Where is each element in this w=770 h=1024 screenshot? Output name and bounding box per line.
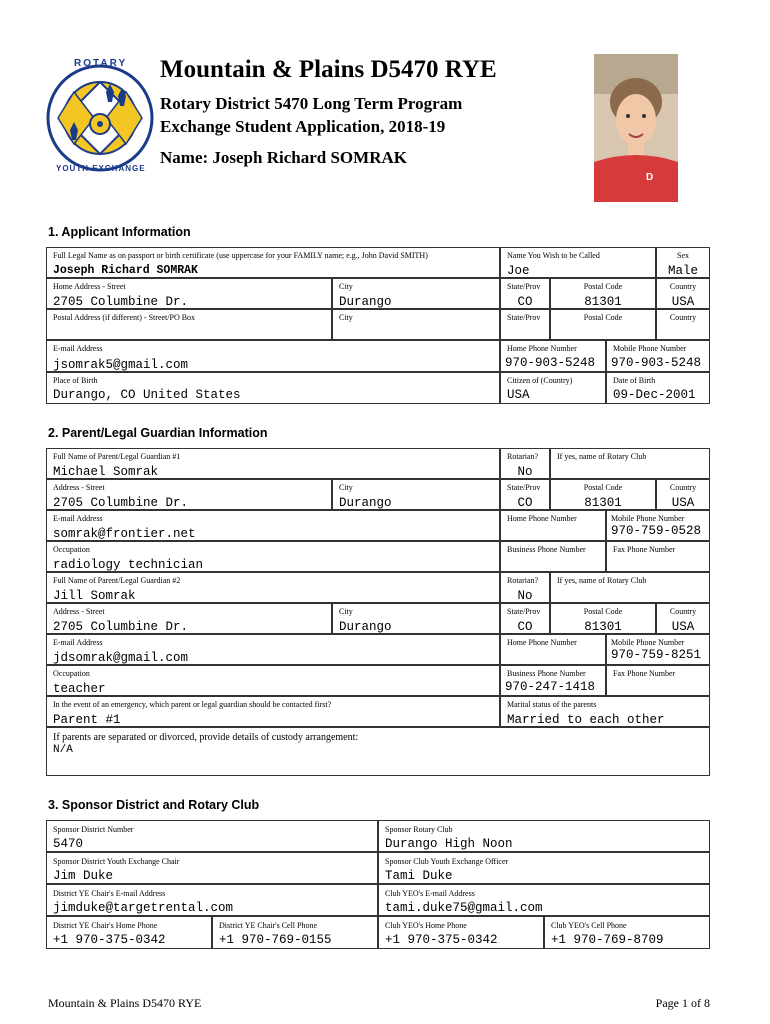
svg-text:D: D [646, 172, 654, 183]
district-chair-cell [46, 852, 378, 884]
chair-cell-phone-label: District YE Chair's Cell Phone [219, 921, 318, 930]
postal-code-cell [550, 309, 656, 340]
custody-label: If parents are separated or divorced, provide details of custody arrangement: [53, 732, 359, 743]
legal-name-field[interactable]: Joseph Richard SOMRAK [53, 264, 198, 277]
g2-club-cell [550, 572, 710, 603]
home-street-label: Home Address - Street [53, 282, 126, 291]
g1-rotarian-label: Rotarian? [507, 452, 539, 461]
g2-mobile-field[interactable]: 970-759-8251 [611, 648, 702, 662]
g1-state-field[interactable]: CO [517, 496, 533, 510]
g2-state-cell [500, 603, 550, 634]
logo-text-top: ROTARY [74, 58, 128, 69]
g1-mobile-cell [606, 510, 710, 541]
g2-fax-label: Fax Phone Number [613, 669, 676, 678]
officer-email-label: Club YEO's E-mail Address [385, 889, 475, 898]
chair-email-label: District YE Chair's E-mail Address [53, 889, 166, 898]
section-2-heading: 2. Parent/Legal Guardian Information [48, 426, 268, 440]
g1-state-cell [500, 479, 550, 510]
email-cell [46, 340, 500, 372]
g2-business-phone-field[interactable]: 970-247-1418 [505, 680, 596, 694]
yeo-home-phone-label: Club YEO's Home Phone [385, 921, 467, 930]
g1-name-label: Full Name of Parent/Legal Guardian #1 [53, 452, 181, 461]
home-country-field[interactable]: USA [671, 295, 695, 309]
g1-club-label: If yes, name of Rotary Club [557, 452, 647, 461]
g1-business-phone-label: Business Phone Number [507, 545, 586, 554]
sponsor-table [46, 820, 710, 949]
g2-occupation-label: Occupation [53, 669, 90, 678]
home-postal-label: Postal Code [583, 282, 623, 291]
g2-home-phone-label: Home Phone Number [507, 638, 577, 647]
postal-address-label: Postal Address (if different) - Street/PO Box [53, 313, 196, 322]
dob-label: Date of Birth [613, 376, 656, 385]
g1-state-label: State/Prov [507, 483, 541, 492]
chair-cell-phone-field[interactable]: +1 970-769-0155 [219, 933, 332, 947]
marital-status-cell [500, 696, 710, 727]
g1-country-field[interactable]: USA [671, 496, 695, 510]
g1-occupation-label: Occupation [53, 545, 90, 554]
chair-home-phone-cell [46, 916, 212, 949]
g2-home-phone-cell [500, 634, 606, 665]
g1-city-field[interactable]: Durango [339, 496, 392, 510]
postal-state-label: State/Prov [507, 313, 541, 322]
place-of-birth-field[interactable]: Durango, CO United States [53, 388, 241, 402]
place-of-birth-label: Place of Birth [53, 376, 98, 385]
home-state-label: State/Prov [507, 282, 541, 291]
g2-occupation-cell [46, 665, 500, 696]
applicant-photo [594, 54, 678, 202]
home-country-label: Country [669, 282, 697, 291]
marital-status-field[interactable]: Married to each other [507, 713, 665, 727]
sponsor-club-cell [378, 820, 710, 852]
citizen-label: Citizen of (Country) [507, 376, 573, 385]
sex-field[interactable]: Male [667, 264, 698, 278]
g2-mobile-cell [606, 634, 710, 665]
g1-city-label: City [339, 483, 353, 492]
email-field[interactable]: jsomrak5@gmail.com [53, 358, 189, 372]
club-officer-cell [378, 852, 710, 884]
g1-email-field[interactable]: somrak@frontier.net [53, 527, 196, 541]
custody-field[interactable]: N/A [53, 744, 73, 756]
emergency-contact-field[interactable]: Parent #1 [53, 713, 121, 727]
called-name-field[interactable]: Joe [507, 264, 530, 278]
g2-occupation-field[interactable]: teacher [53, 682, 106, 696]
g1-rotarian-field[interactable]: No [517, 465, 533, 479]
postal-address-cell [46, 309, 332, 340]
home-city-label: City [339, 282, 353, 291]
home-city-cell [332, 278, 500, 309]
g2-name-label: Full Name of Parent/Legal Guardian #2 [53, 576, 181, 585]
section-3-heading: 3. Sponsor District and Rotary Club [48, 798, 260, 812]
applicant-name-heading: Name: Joseph Richard SOMRAK [160, 148, 407, 167]
g2-rotarian-cell [500, 572, 550, 603]
g2-club-label: If yes, name of Rotary Club [557, 576, 647, 585]
g2-postal-cell [550, 603, 656, 634]
home-state-cell [500, 278, 550, 309]
g1-email-cell [46, 510, 500, 541]
g2-street-label: Address - Street [53, 607, 105, 616]
g1-club-cell [550, 448, 710, 479]
g1-mobile-label: Mobile Phone Number [611, 514, 685, 523]
yeo-cell-phone-field[interactable]: +1 970-769-8709 [551, 933, 664, 947]
g2-street-field[interactable]: 2705 Columbine Dr. [53, 620, 189, 634]
sex-cell [656, 247, 710, 278]
yeo-cell-phone-cell [544, 916, 710, 949]
district-number-label: Sponsor District Number [53, 825, 134, 834]
place-of-birth-cell [46, 372, 500, 404]
chair-email-cell [46, 884, 378, 916]
g2-city-label: City [339, 607, 353, 616]
chair-home-phone-label: District YE Chair's Home Phone [53, 921, 158, 930]
document-title: Mountain & Plains D5470 RYE [160, 56, 497, 83]
g2-city-field[interactable]: Durango [339, 620, 392, 634]
page-number: Page 1 of 8 [655, 996, 710, 1010]
g1-postal-field[interactable]: 81301 [584, 496, 622, 510]
section-1-heading: 1. Applicant Information [48, 225, 191, 239]
officer-email-field[interactable]: tami.duke75@gmail.com [385, 901, 543, 915]
g2-email-field[interactable]: jdsomrak@gmail.com [53, 651, 189, 665]
home-postal-field[interactable]: 81301 [584, 295, 622, 309]
g1-occupation-field[interactable]: radiology technician [53, 558, 204, 572]
g2-email-label: E-mail Address [53, 638, 103, 647]
club-officer-label: Sponsor Club Youth Exchange Officer [385, 857, 509, 866]
chair-cell-phone-cell [212, 916, 378, 949]
g2-country-cell [656, 603, 710, 634]
dob-cell [606, 372, 710, 404]
logo-text-bottom: YOUTH EXCHANGE [56, 164, 146, 173]
g1-postal-label: Postal Code [583, 483, 623, 492]
home-state-field[interactable]: CO [517, 295, 533, 309]
postal-city-cell [332, 309, 500, 340]
g2-fax-cell [606, 665, 710, 696]
g2-mobile-label: Mobile Phone Number [611, 638, 685, 647]
g2-state-label: State/Prov [507, 607, 541, 616]
custody-cell [46, 727, 710, 776]
legal-name-cell [46, 247, 500, 278]
portrait-graphic [594, 54, 678, 202]
district-chair-label: Sponsor District Youth Exchange Chair [53, 857, 180, 866]
applicant-info-table [46, 247, 710, 404]
sponsor-club-field[interactable]: Durango High Noon [385, 837, 513, 851]
citizen-field[interactable]: USA [507, 388, 530, 402]
yeo-home-phone-cell [378, 916, 544, 949]
g1-email-label: E-mail Address [53, 514, 103, 523]
g2-country-field[interactable]: USA [671, 620, 695, 634]
mobile-phone-cell [606, 340, 710, 372]
document-subtitle-2: Exchange Student Application, 2018-19 [160, 117, 446, 136]
g1-name-field[interactable]: Michael Somrak [53, 465, 159, 479]
g1-rotarian-cell [500, 448, 550, 479]
emergency-contact-cell [46, 696, 500, 727]
g2-postal-label: Postal Code [583, 607, 623, 616]
g1-fax-cell [606, 541, 710, 572]
district-number-cell [46, 820, 378, 852]
home-postal-cell [550, 278, 656, 309]
chair-home-phone-field[interactable]: +1 970-375-0342 [53, 933, 166, 947]
g2-name-field[interactable]: Jill Somrak [53, 589, 136, 603]
home-phone-field[interactable]: 970-903-5248 [505, 356, 596, 370]
postal-state-cell [500, 309, 550, 340]
g1-business-phone-cell [500, 541, 606, 572]
district-number-field[interactable]: 5470 [53, 837, 84, 851]
g1-home-phone-cell [500, 510, 606, 541]
g2-city-cell [332, 603, 500, 634]
g1-home-phone-label: Home Phone Number [507, 514, 577, 523]
postal-code-label: Postal Code [583, 313, 623, 322]
g2-business-phone-cell [500, 665, 606, 696]
g2-rotarian-field[interactable]: No [517, 589, 533, 603]
email-label: E-mail Address [53, 344, 103, 353]
g1-postal-cell [550, 479, 656, 510]
citizen-cell [500, 372, 606, 404]
postal-city-label: City [339, 313, 353, 322]
g1-country-label: Country [669, 483, 697, 492]
legal-name-label: Full Legal Name as on passport or birth certificate (use uppercase for your FAMILY name; e.g., John David SMITH) [53, 251, 428, 260]
club-officer-field[interactable]: Tami Duke [385, 869, 453, 883]
home-street-cell [46, 278, 332, 309]
home-street-field[interactable]: 2705 Columbine Dr. [53, 295, 189, 309]
rye-logo [44, 52, 156, 184]
g2-business-phone-label: Business Phone Number [507, 669, 586, 678]
home-country-cell [656, 278, 710, 309]
g2-street-cell [46, 603, 332, 634]
g2-email-cell [46, 634, 500, 665]
g1-occupation-cell [46, 541, 500, 572]
g1-street-field[interactable]: 2705 Columbine Dr. [53, 496, 189, 510]
sex-label: Sex [677, 251, 689, 260]
g1-street-cell [46, 479, 332, 510]
g1-country-cell [656, 479, 710, 510]
document-subtitle-1: Rotary District 5470 Long Term Program [160, 94, 463, 113]
g1-name-cell [46, 448, 500, 479]
g2-country-label: Country [669, 607, 697, 616]
sponsor-club-label: Sponsor Rotary Club [385, 825, 453, 834]
guardian-info-table [46, 448, 710, 776]
mobile-phone-label: Mobile Phone Number [613, 344, 687, 353]
district-chair-field[interactable]: Jim Duke [53, 869, 114, 883]
g2-rotarian-label: Rotarian? [507, 576, 539, 585]
home-city-field[interactable]: Durango [339, 295, 392, 309]
dob-field[interactable]: 09-Dec-2001 [613, 388, 696, 402]
yeo-home-phone-field[interactable]: +1 970-375-0342 [385, 933, 498, 947]
emergency-contact-label: In the event of an emergency, which parent or legal guardian should be contacted first? [53, 700, 332, 709]
g1-fax-label: Fax Phone Number [613, 545, 676, 554]
mobile-phone-field[interactable]: 970-903-5248 [611, 356, 702, 370]
g2-postal-field[interactable]: 81301 [584, 620, 622, 634]
footer-left: Mountain & Plains D5470 RYE [48, 996, 202, 1010]
marital-status-label: Marital status of the parents [507, 700, 597, 709]
called-name-cell [500, 247, 656, 278]
g1-city-cell [332, 479, 500, 510]
yeo-cell-phone-label: Club YEO's Cell Phone [551, 921, 627, 930]
g2-state-field[interactable]: CO [517, 620, 533, 634]
g2-name-cell [46, 572, 500, 603]
g1-street-label: Address - Street [53, 483, 105, 492]
g1-mobile-field[interactable]: 970-759-0528 [611, 524, 702, 538]
postal-country-cell [656, 309, 710, 340]
called-name-label: Name You Wish to be Called [507, 251, 600, 260]
home-phone-label: Home Phone Number [507, 344, 577, 353]
postal-country-label: Country [669, 313, 697, 322]
home-phone-cell [500, 340, 606, 372]
chair-email-field[interactable]: jimduke@targetrental.com [53, 901, 234, 915]
officer-email-cell [378, 884, 710, 916]
